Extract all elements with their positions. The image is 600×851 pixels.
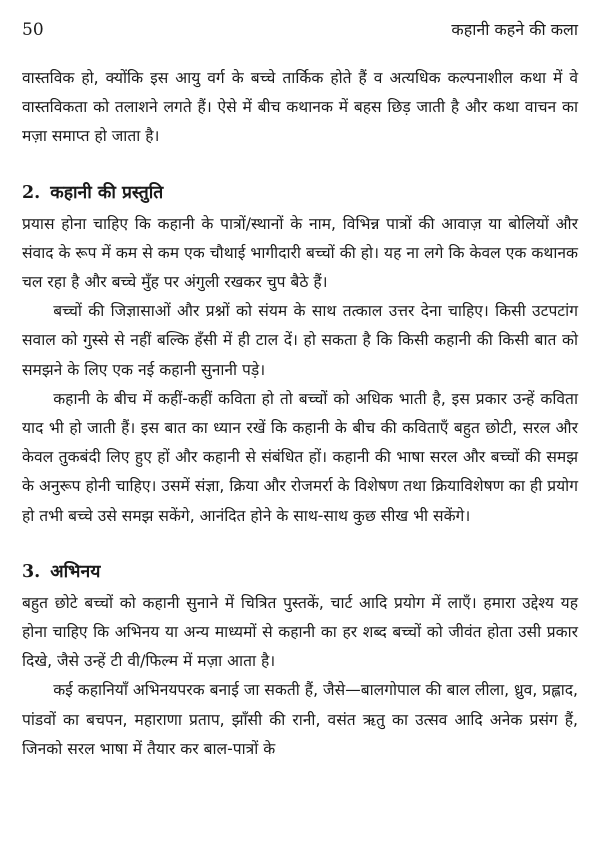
page-number: 50	[22, 20, 44, 40]
section-2-heading	[22, 176, 578, 210]
section-3-paragraph-2: कई कहानियाँ अभिनयपरक बनाई जा सकती हैं, जैसे—बालगोपाल की बाल लीला, ध्रुव, प्रह्लाद, पांडवों का बचपन, महाराणा प्रताप, झाँसी की रानी, वसंत ऋतु का उत्सव आदि अनेक प्रसंग हैं, जिनको सरल भाषा में तैयार कर बाल-पात्रों के	[22, 681, 578, 758]
intro-paragraph: वास्तविक हो, क्योंकि इस आयु वर्ग के बच्चे तार्किक होते हैं व अत्यधिक कल्पनाशील कथा में वे वास्तविकता को तलाशने लगते हैं। ऐसे में बीच कथानक में बहस छिड़ जाती है और कथा वाचन का मज़ा समाप्त हो जाता है।	[22, 69, 578, 146]
section-3-number: 3.	[22, 561, 41, 582]
page-header	[22, 18, 578, 40]
section-3-paragraph-1: बहुत छोटे बच्चों को कहानी सुनाने में चित्रित पुस्तकें, चार्ट आदि प्रयोग में लाएँ। हमारा उद्देश्य यह होना चाहिए कि अभिनय या अन्य माध्यमों से कहानी का हर शब्द बच्चों को जीवंत होता उसी प्रकार दिखे, जैसे उन्हें टी वी/फिल्म में मज़ा आता है।	[22, 593, 578, 671]
section-2-number: 2.	[22, 182, 41, 203]
running-title: कहानी कहने की कला	[451, 20, 578, 39]
section-3-title: अभिनय	[50, 561, 101, 582]
section-2-paragraph-3: कहानी के बीच में कहीं-कहीं कविता हो तो बच्चों को अधिक भाती है, इस प्रकार उन्हें कविता याद भी हो जाती हैं। इस बात का ध्यान रखें कि कहानी के बीच की कविताएँ बहुत छोटी, सरल और केवल तुकबंदी लिए हुए हों और कहानी से संबंधित हों। कहानी की भाषा सरल और बच्चों की समझ के अनुरूप होनी चाहिए। उसमें संज्ञा, क्रिया और रोजमर्रा के विशेषण तथा क्रियाविशेषण का ही प्रयोग हो तभी बच्चे उसे समझ सकेंगे, आनंदित होने के साथ-साथ कुछ सीख भी सकेंगे।	[22, 389, 578, 525]
section-2-paragraph-1: प्रयास होना चाहिए कि कहानी के पात्रों/स्थानों के नाम, विभिन्न पात्रों की आवाज़ या बोलियों और संवाद के रूप में कम से कम एक चौथाई भागीदारी बच्चों की हो। यह ना लगे कि केवल एक कथानक चल रहा है और बच्चे मुँह पर अंगुली रखकर चुप बैठे हैं।	[22, 214, 578, 292]
section-3-heading	[22, 555, 578, 589]
section-2-paragraph-2: बच्चों की जिज्ञासाओं और प्रश्नों को संयम के साथ तत्काल उत्तर देना चाहिए। किसी उटपटांग सवाल को गुस्से से नहीं बल्कि हँसी में ही टाल दें। हो सकता है कि किसी कहानी की किसी बात को समझने के लिए एक नई कहानी सुनानी पड़े।	[22, 302, 578, 379]
section-2-title: कहानी की प्रस्तुति	[50, 182, 164, 203]
page-body	[22, 64, 578, 764]
